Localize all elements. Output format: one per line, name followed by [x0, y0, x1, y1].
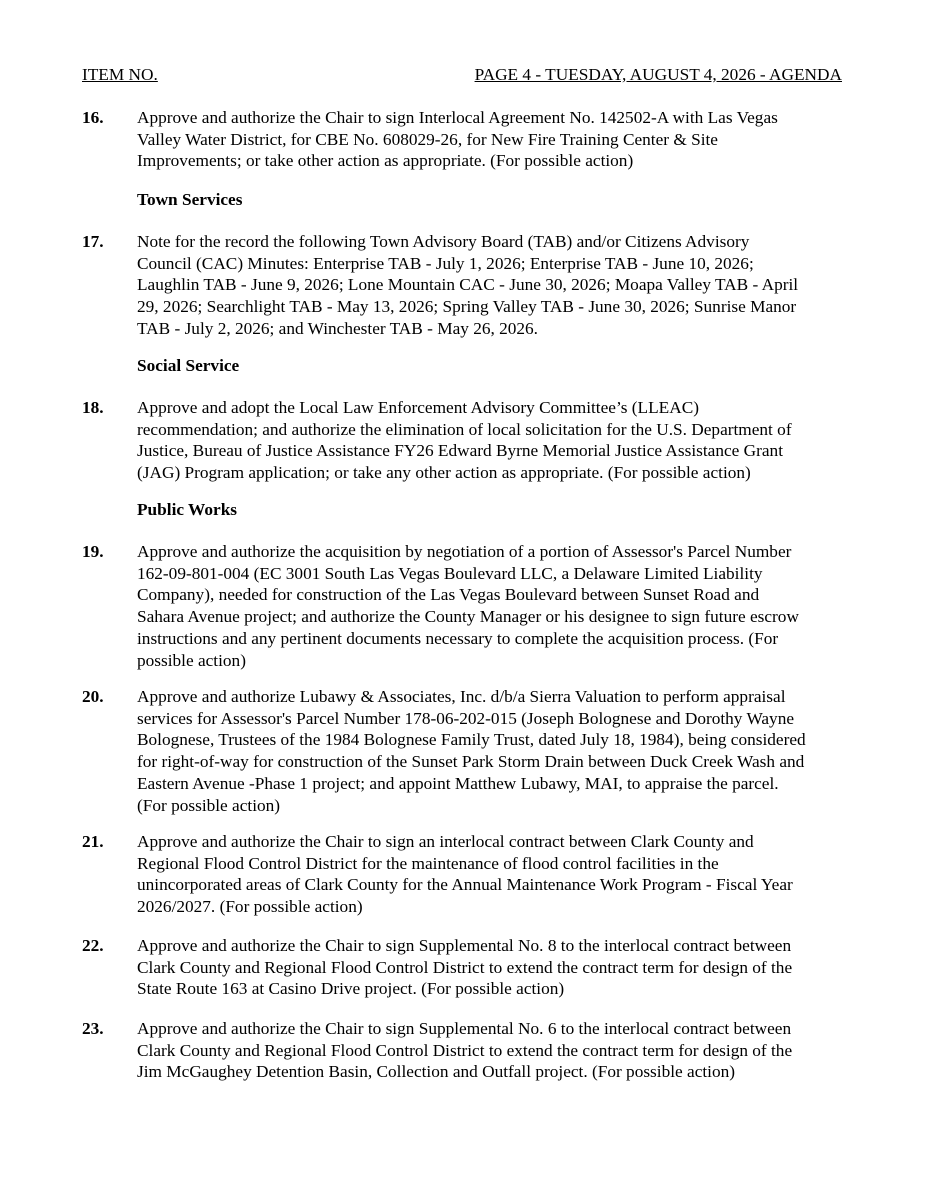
section-heading-public-works: Public Works [137, 500, 238, 519]
section-heading-town-services: Town Services [137, 190, 243, 209]
page-header [82, 64, 842, 86]
item-number: 23. [82, 1019, 104, 1038]
item-number: 18. [82, 398, 104, 417]
item-number: 22. [82, 936, 104, 955]
item-text: Approve and authorize the Chair to sign Interlocal Agreement No. 142502-A with Las Vegas Valley Water District, for CBE No. 608029-26, for New Fire Training Center & Site Improvements; or take other action as appropriate. (For possible action) [137, 108, 778, 171]
item-text: Approve and authorize the acquisition by negotiation of a portion of Assessor's Parcel Number 162-09-801-004 (EC 3001 South Las Vegas Boulevard LLC, a Delaware Limited Liability Company), needed for construction of the Las Vegas Boulevard between Sunset Road and Sahara Avenue project; and authorize the County Manager or his designee to sign future escrow instructions and any pertinent documents necessary to complete the acquisition process. (For possible action) [137, 542, 799, 670]
item-text: Approve and authorize the Chair to sign Supplemental No. 8 to the interlocal contract between Clark County and Regional Flood Control District to extend the contract term for design of the State Route 163 at Casino Drive project. (For possible action) [137, 936, 793, 999]
item-text: Approve and authorize the Chair to sign Supplemental No. 6 to the interlocal contract between Clark County and Regional Flood Control District to extend the contract term for design of the Jim McGaughey Detention Basin, Collection and Outfall project. (For possible action) [137, 1019, 793, 1082]
item-number: 19. [82, 542, 104, 561]
item-number: 21. [82, 832, 104, 851]
item-number: 16. [82, 108, 104, 127]
item-number: 17. [82, 232, 104, 251]
item-text: Approve and authorize the Chair to sign an interlocal contract between Clark County and Regional Flood Control District for the maintenance of flood control facilities in the unincorporated areas of Clark County for the Annual Maintenance Work Program - Fiscal Year 2026/2027. (For possible action) [137, 832, 793, 917]
section-heading-social-service: Social Service [137, 356, 240, 375]
item-text: Approve and adopt the Local Law Enforcement Advisory Committee’s (LLEAC) recommendation; and authorize the elimination of local solicitation for the U.S. Department of Justice, Bureau of Justice Assistance FY26 Edward Byrne Memorial Justice Assistance Grant (JAG) Program application; or take any other action as appropriate. (For possible action) [137, 398, 792, 483]
item-no-header: ITEM NO. [82, 65, 158, 84]
item-text: Approve and authorize Lubawy & Associates, Inc. d/b/a Sierra Valuation to perform appraisal services for Assessor's Parcel Number 178-06-202-015 (Joseph Bolognese and Dorothy Wayne Bolognese, Trustees of the 1984 Bolognese Family Trust, dated July 18, 1984), being considered for right-of-way for construction of the Sunset Park Storm Drain between Duck Creek Wash and Eastern Avenue -Phase 1 project; and appoint Matthew Lubawy, MAI, to appraise the parcel. (For possible action) [137, 687, 806, 815]
page-date-header: PAGE 4 - TUESDAY, AUGUST 4, 2026 - AGENDA [474, 65, 842, 84]
item-text: Note for the record the following Town Advisory Board (TAB) and/or Citizens Advisory Council (CAC) Minutes: Enterprise TAB - July 1, 2026; Enterprise TAB - June 10, 2026; Laughlin TAB - June 9, 2026; Lone Mountain CAC - June 30, 2026; Moapa Valley TAB - April 29, 2026; Searchlight TAB - May 13, 2026; Spring Valley TAB - June 30, 2026; Sunrise Manor TAB - July 2, 2026; and Winchester TAB - May 26, 2026. [137, 232, 799, 338]
item-number: 20. [82, 687, 104, 706]
